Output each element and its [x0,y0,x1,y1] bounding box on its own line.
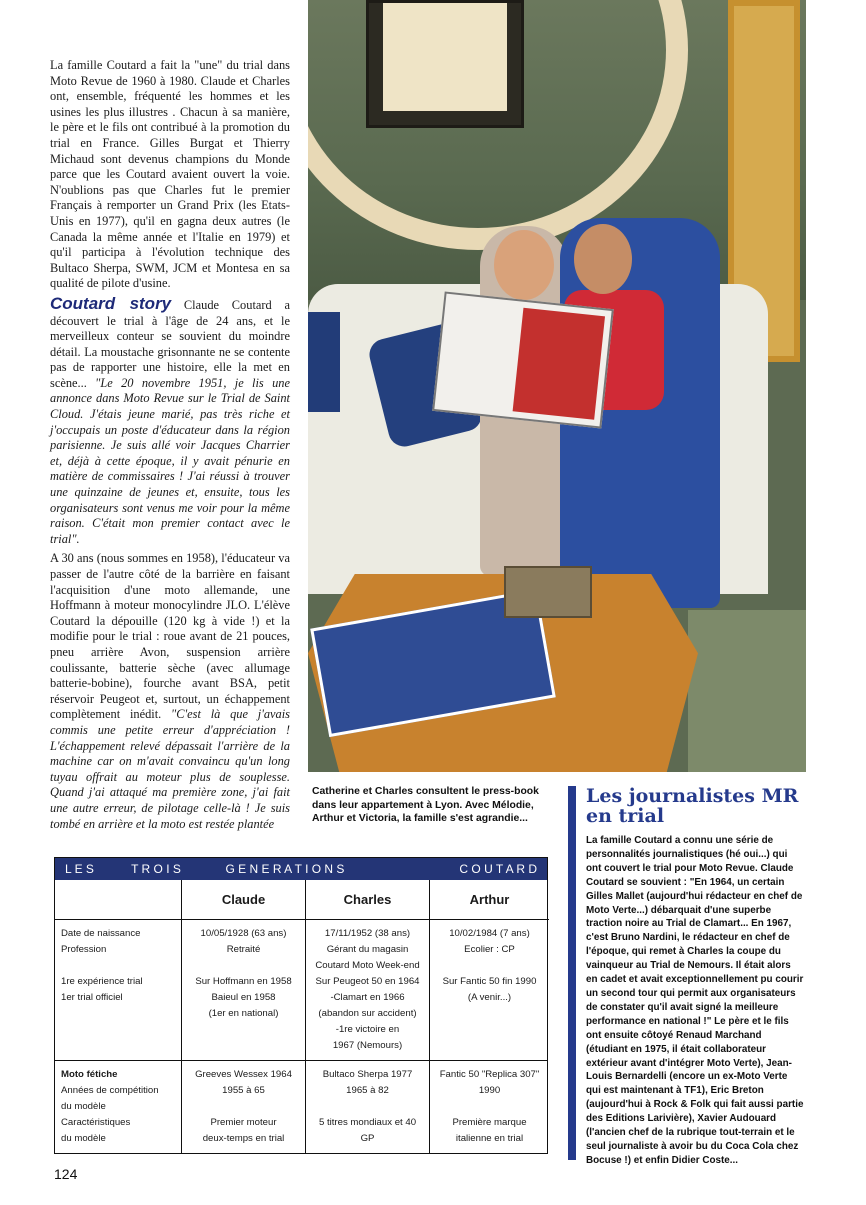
table-header-word-3: G E N E R A T I O N S [225,862,345,876]
claude-moto: Greeves Wessex 1964 [195,1069,292,1080]
table-columns [55,880,547,920]
story-quote-2: "C'est là que j'avais commis une petite erreur d'appréciation ! L'échappement relevé dépassait l'arrière de la machine car on m'avait convaincu qu'un long tuyau offrait au moteur plus de souplesse. Quand j'ai attaqué ma première zone, j'ai fait une autre erreur, de pilotage celle-là ! Je suis tombé en arrière et la moto est restée plantée [50,707,291,831]
charles-first-official: -Clamart en 1966 [330,992,405,1003]
charles-first-official-note: (abandon sur accident) [318,1008,417,1019]
photo-man-head [574,224,632,294]
arthur-first-official: (A venir...) [467,992,512,1003]
photo-cushion-left [308,312,340,412]
arthur-years: 1990 [478,1085,501,1096]
charles-birth: 17/11/1952 (38 ans) [324,928,411,939]
sidebar-text: La famille Coutard a connu une série de personnalités journalistiques (hé oui...) qui ont couvert le trial pour Moto Revue. Claude Coutard se souvient : "En 1964, un certain Gilles Mallet (aujourd'hui rédacteur en chef de Moto Verte...) débarquait d'une superbe traction noire au Trial de Clamart... En 1967, c'est Bruno Nardini, le rédacteur en chef de l'époque, qui remet à Charles la coupe du vainqueur au Trial de Nemours. Il était alors en cadet et avait exceptionnellement pu courir un second tour qui permit aux organisateurs de constater qu'il avait signé la meilleure performance en national !" Le père et le fils ont ensuite côtoyé Renaud Marchand (étudiant en 1975, il était collaborateur extérieur avant d'intégrer Moto Verte), Jean-Louis Bernardelli (encore un ex-Moto Verte qui est maintenant à TF1), Eric Breton (aujourd'hui à Rock & Folk qui fait aussi partie des Editions Larivière), Xavier Audouard (l'ancien chef de la rubrique tout-terrain et le seul journaliste à avoir bu du Coca Cola chez Bocuse !) et enfin Didier Coste... [586,835,804,1166]
arthur-feature: Première marque [452,1117,527,1128]
table-row-moto [55,1060,547,1153]
charles-first-win-note: 1967 (Nemours) [332,1040,403,1051]
label-first-trial: 1re expérience trial [61,976,143,987]
arthur-birth: 10/02/1984 (7 ans) [449,928,530,939]
claude-feature-2: deux-temps en trial [202,1133,285,1144]
row2-arthur [429,1061,549,1153]
story-title: Coutard story [50,293,172,313]
photo-magazine [432,291,614,428]
sidebar-accent-bar [568,786,576,1160]
claude-profession: Retraité [226,944,261,955]
page-number: 124 [54,1166,78,1182]
claude-first-official-note: (1er en national) [208,1008,279,1019]
journalists-sidebar [568,785,808,1166]
family-photo [308,0,806,772]
charles-first-trial: Sur Peugeot 50 en 1964 [315,976,420,987]
charles-first-win: -1re victoire en [335,1024,400,1035]
table-header-bar [55,858,547,880]
table-header-word-2: T R O I S [131,862,181,876]
row2-labels [55,1061,181,1153]
claude-first-trial: Sur Hoffmann en 1958 [195,976,292,987]
photo-box [504,566,592,618]
row1-arthur [429,920,549,1060]
table-col-claude: Claude [181,880,305,920]
table-col-charles: Charles [305,880,429,920]
row1-labels [55,920,181,1060]
label-characteristics: Caractéristiques [61,1117,131,1128]
photo-caption: Catherine et Charles consultent le press-book dans leur appartement à Lyon. Avec Mélodie, Arthur et Victoria, la famille s'est agrandie... [312,786,539,825]
row2-claude [181,1061,305,1153]
charles-moto: Bultaco Sherpa 1977 [322,1069,413,1080]
label-first-official: 1er trial officiel [61,992,123,1003]
arthur-profession: Ecolier : CP [464,944,515,955]
charles-years: 1965 à 82 [346,1085,389,1096]
story-quote-1: "Le 20 novembre 1951, je lis une annonce dans Moto Revue sur le Trial de Saint Cloud. J'étais jeune marié, pas très riche et j'occupais un poste d'éducateur dans la région parisienne. Je suis allé voir Jacques Charrier et, déjà à cette époque, il y avait pénurie en matière de commissaires ! J'ai réussi à trouver une quinzaine de jeunes et, ensuite, tous les organisateurs sont venus me voir pour la même raison. C'était mon premier contact avec le trial". [50,375,290,546]
photo-rug [688,610,806,772]
claude-feature: Premier moteur [210,1117,277,1128]
table-header-word-1: L E S [65,862,94,876]
row1-charles [305,920,429,1060]
intro-paragraph: La famille Coutard a fait la "une" du trial dans Moto Revue de 1960 à 1980. Claude et Charles ont, ensemble, fréquenté les hommes et les usines les plus illustres . Chacun à sa manière, le père et le fils ont contribué à la promotion du trial en France. Gilles Burgat et Thierry Michaud sont devenus champions du Monde parce que les Coutard avaient ouvert la voie. N'oublions pas que Charles fut le premier Français à remporter un Grand Prix (les Etats-Unis en 1977), qu'il en gagna deux autres (le Canada la même année et l'Italie en 1979) et qu'il participa à l'évolution technique des Bultaco Sherpa, SWM, JCM et Montesa en sa qualité de pilote d'usine. [50,58,290,291]
story-paragraph [50,293,290,548]
label-profession: Profession [61,944,107,955]
generations-table [54,857,548,1154]
charles-profession-2: Coutard Moto Week-end [315,960,420,971]
arthur-feature-2: italienne en trial [455,1133,524,1144]
article-column [50,58,290,836]
label-competition-years: Années de compétition [61,1085,159,1096]
label-characteristics-2: du modèle [61,1133,106,1144]
photo-woman-head [494,230,554,300]
label-moto-fetiche: Moto fétiche [61,1069,118,1080]
table-row-identity [55,920,547,1060]
label-birth: Date de naissance [61,928,141,939]
claude-years: 1955 à 65 [222,1085,265,1096]
arthur-moto: Fantic 50 "Replica 307" [439,1069,540,1080]
charles-feature: 5 titres mondiaux et 40 GP [318,1117,417,1144]
label-spacer [61,958,175,974]
table-col-arthur: Arthur [429,880,549,920]
story-paragraph-2 [50,551,290,832]
label-competition-years-2: du modèle [61,1101,106,1112]
table-col-empty [55,880,181,920]
story-para-2: A 30 ans (nous sommes en 1958), l'éducateur va passer de l'autre côté de la barrière en faisant l'acquisition d'une moto allemande, une Hoffmann à moteur monocylindre JLO. L'élève Coutard la dépouille (120 kg à vide !) et la modifie pour le trial : roue avant de 21 pouces, pneu arrière Avon, suspension arrière coulissante, batterie sèche (avec allumage batterie-bobine), fourche avant BSA, petit réservoir Peugeot et, surtout, un échappement complètement inédit. [50,551,290,722]
arthur-first-trial: Sur Fantic 50 fin 1990 [442,976,537,987]
row1-claude [181,920,305,1060]
table-header-word-4: C O U T A R D [459,862,537,876]
claude-first-official: Baieul en 1958 [211,992,276,1003]
claude-birth: 10/05/1928 (63 ans) [200,928,287,939]
charles-profession: Gérant du magasin [326,944,409,955]
row2-charles [305,1061,429,1153]
story-lead: Claude Coutard a découvert le trial à l'âge de 24 ans, et le merveilleux conteur se souvient du moindre détail. La moustache grisonnante ne se contente pas de rapporter une histoire, elle la met en scène... [50,297,290,390]
sidebar-title: Les journalistes MR en trial [586,785,799,827]
